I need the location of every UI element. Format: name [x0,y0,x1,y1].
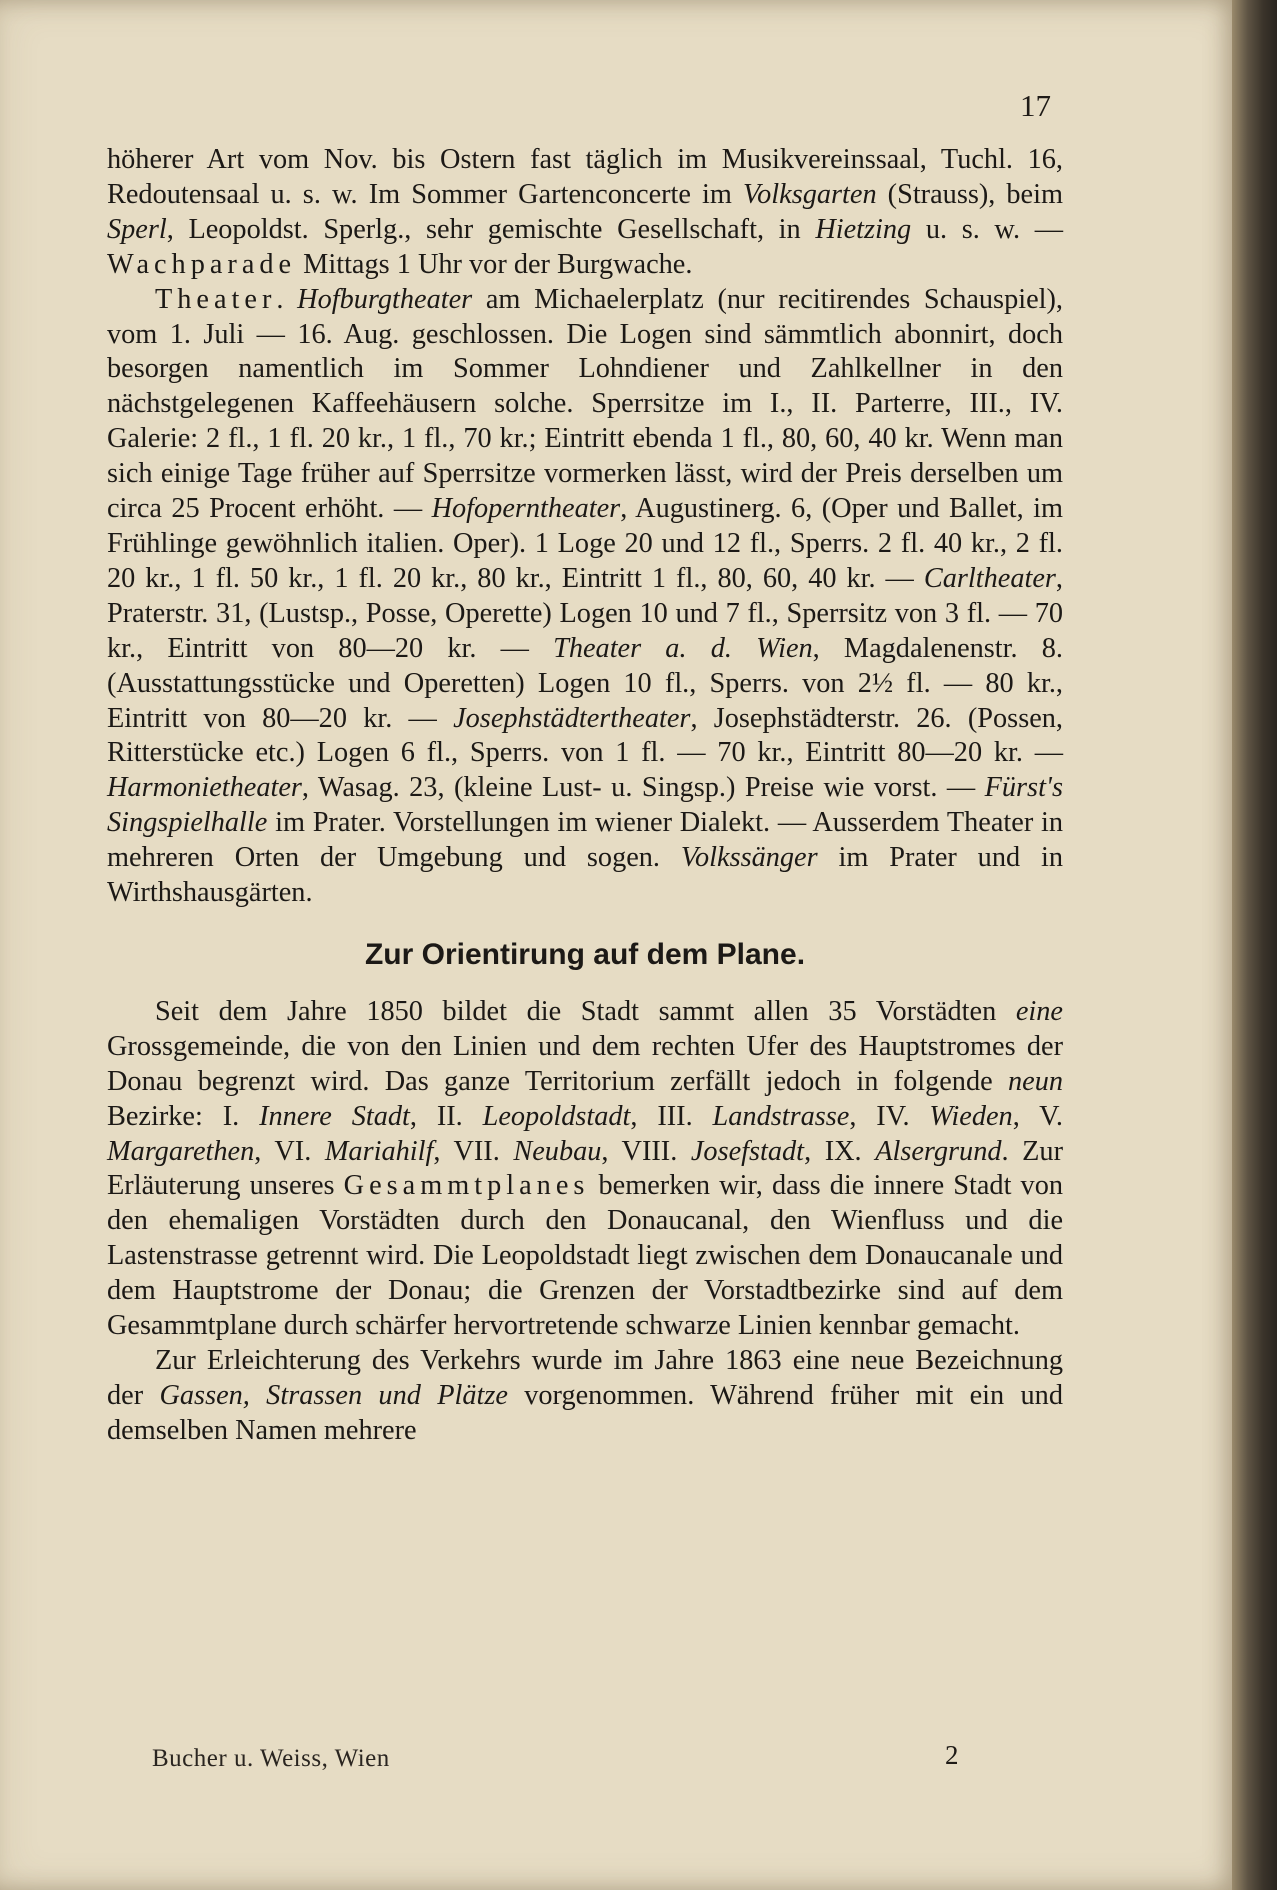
italic-text: Josephstädtertheater [453,702,691,734]
text-run: Bezirke: I. [107,1100,260,1132]
spaced-text: Gesammtplanes [343,1170,590,1202]
text-run: , Wasag. 23, (kleine Lust- u. Singsp.) Preise wie vorst. — [301,772,985,804]
text-run: , Augustinerg. 6, (Oper und Ballet, im Frühlinge gewöhnlich italien. Oper). 1 Loge 20 und 12 fl., Sperrs. 2 fl. 40 kr., 2 fl. 20 kr., 1 fl. 50 kr., 1 fl. 20 kr., 80 kr., Eintritt 1 fl., 80, 60, 40 kr. — [107,493,1064,594]
text-run: , IV. [849,1100,930,1132]
text-run: , VIII. [601,1135,691,1167]
italic-text: Mariahilf [324,1135,434,1167]
text-run: Grossgemeinde, die von den Linien und dem rechten Ufer des Hauptstromes der Donau begrenzt wird. Das ganze Territorium zerfällt jedoch in folgende [107,1030,1063,1097]
text-run: , Praterstr. 31, (Lustsp., Posse, Operette) Logen 10 und 7 fl., Sperrsitz von 3 fl. — 70 kr., Eintritt von 80—20 kr. — [107,562,1063,664]
italic-text: Leopoldstadt [482,1100,631,1132]
text-run: am Michaelerplatz (nur recitirendes Schauspiel), vom 1. Juli — 16. Aug. geschlossen. Die Logen sind sämmtlich abonnirt, doch besorgen namentlich im Sommer Lohndiener und Zahlkellner in den nächstgelegenen Kaffeehäusern solche. Sperrsitze im I., II. Parterre, III., IV. Galerie: 2 fl., 1 fl. 20 kr., 1 fl., 70 kr.; Eintritt ebenda 1 fl., 80, 60, 40 kr. Wenn man sich einige Tage früher auf Sperrsitze vormerken lässt, wird der Preis derselben um circa 25 Procent erhöht. — [107,283,1063,525]
body-text [107,143,1063,1449]
paragraph [107,1344,1063,1449]
italic-text: Theater a. d. Wien [553,632,813,664]
italic-text: Josefstadt [690,1135,805,1167]
italic-text: Sperl [107,213,167,245]
italic-text: Wieden [929,1100,1013,1132]
page-number: 17 [1020,88,1051,123]
italic-text: neun [1007,1065,1063,1097]
italic-text: eine [1015,995,1063,1027]
text-run: u. s. w. — [911,213,1064,245]
publisher-imprint: Bucher u. Weiss, Wien [152,1745,390,1772]
signature-mark: 2 [945,1740,959,1770]
text-run: , IX. [804,1135,876,1167]
italic-text: Alsergrund [875,1135,1002,1167]
italic-text: Innere Stadt [259,1100,410,1132]
text-run: , V. [1012,1100,1063,1132]
text-run: vorgenommen. Während früher mit ein und demselben Namen mehrere [107,1379,1063,1446]
italic-text: Hofoperntheater [431,493,621,525]
text-run: , III. [630,1100,713,1132]
text-run: Seit dem Jahre 1850 bildet die Stadt sammt allen 35 Vorstädten [155,995,1016,1027]
text-run: bemerken wir, dass die innere Stadt von den ehemaligen Vorstädten durch den Donaucanal, den Wienfluss und die Lastenstrasse getrennt wird. Die Leopoldstadt liegt zwischen dem Donaucanale und dem Hauptstrome der Donau; die Grenzen der Vorstadtbezirke sind auf dem Gesammtplane durch schärfer hervortretende schwarze Linien kennbar gemacht. [107,1170,1063,1342]
text-run: im Prater. Vorstellungen im wiener Dialekt. — Ausserdem Theater in mehreren Orten der Umgebung und sogen. [107,807,1063,874]
italic-text: Landstrasse [712,1100,850,1132]
text-run: , Leopoldst. Sperlg., sehr gemischte Gesellschaft, in [166,213,816,245]
section-heading: Zur Orientirung auf dem Plane. [364,937,806,971]
text-run: im Prater und in Wirthshausgärten. [107,842,1063,909]
italic-text: Margarethen [107,1135,255,1167]
italic-text: Neubau [513,1135,602,1167]
italic-text: Gassen, Strassen und Plätze [159,1379,508,1411]
italic-text: Harmonietheater [107,772,302,804]
paragraph [107,143,1063,283]
text-run: . [276,283,298,315]
text-run: . Zur Erläuterung unseres [107,1135,1063,1202]
italic-text: Hietzing [815,213,912,245]
spaced-text: Wachparade [107,248,297,280]
text-run: Zur Erleichterung des Verkehrs wurde im Jahre 1863 eine neue Bezeichnung der [107,1345,1063,1411]
text-run: , Magdalenenstr. 8. (Ausstattungsstücke und Operetten) Logen 10 fl., Sperrs. von 2½ fl. — 80 kr., Eintritt von 80—20 kr. — [107,632,1063,734]
italic-text: Carltheater [923,562,1056,594]
text-run: (Strauss), beim [876,178,1063,210]
italic-text: Volkssänger [680,842,818,874]
text-run: , VI. [254,1135,325,1167]
text-run: , VII. [433,1135,514,1167]
italic-text: Volksgarten [742,178,877,210]
text-run: , Josephstädterstr. 26. (Possen, Ritterstücke etc.) Logen 6 fl., Sperrs. von 1 fl. — 70 kr., Eintritt 80—20 kr. — [107,702,1063,769]
spaced-text: Theater [155,283,277,315]
text-run: , II. [409,1100,483,1132]
book-spine-edge [1232,0,1277,1890]
text-run: Mittags 1 Uhr vor der Burgwache. [296,248,693,280]
text-run: höherer Art vom Nov. bis Ostern fast täglich im Musikvereinssaal, Tuchl. 16, Redoutensaal u. s. w. Im Sommer Gartenconcerte im [107,144,1063,210]
italic-text: Hofburgtheater [297,283,473,315]
paragraph [107,995,1063,1344]
paragraph [107,283,1063,911]
italic-text: Fürst's Singspielhalle [107,772,1063,839]
